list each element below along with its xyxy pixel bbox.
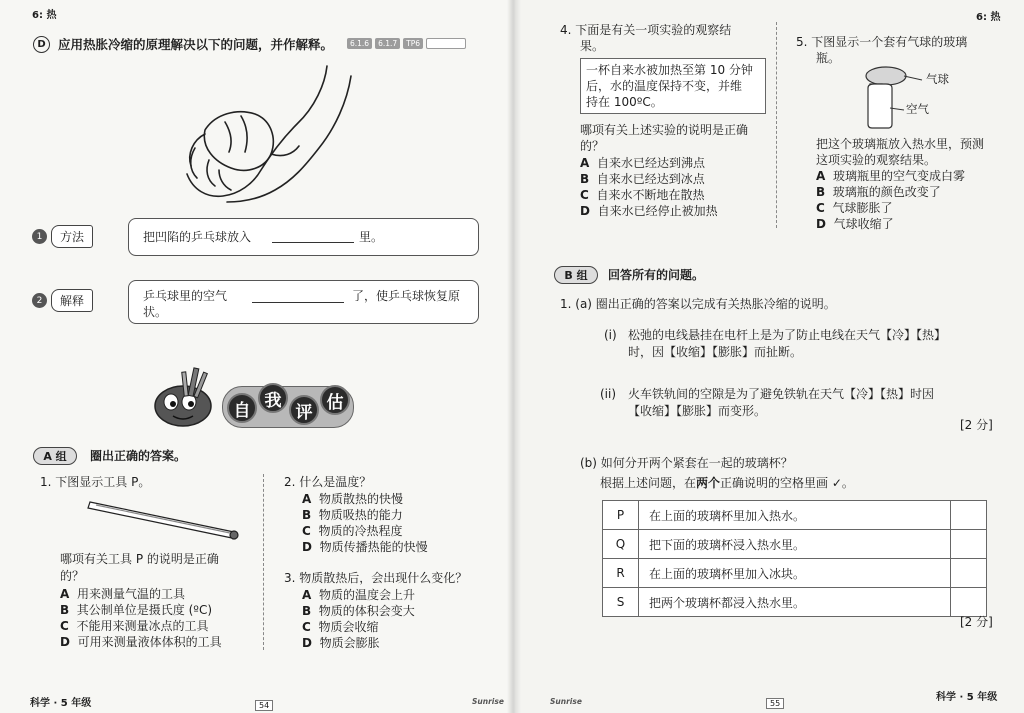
a3-option-c-text: 物质会收缩 [318,620,379,634]
q5-stem-line2: 瓶。 [816,51,841,65]
publisher-logo-right: Sunrise [550,697,582,706]
b1a-ii-line1[interactable]: 火车铁轨间的空隙是为了避免铁轨在天气【冷】【热】时因 [628,387,935,401]
b1b-instruction [600,475,854,491]
q5-label-air: 空气 [906,102,929,116]
a1-option-c-key: C [60,619,69,633]
row-p-text: 在上面的玻璃杯里加入热水。 [639,501,951,530]
a2-option-c-key: C [302,524,311,538]
q4-option-b-text: 自来水已经达到冰点 [596,172,705,186]
q5-option-c[interactable] [816,200,892,216]
group-a-label: A 组 [33,447,77,465]
question-2-answer-blank[interactable] [252,302,344,303]
b1a-i-number: (i) [604,328,617,342]
a3-option-c-key: C [302,620,311,634]
a2-option-b-key: B [302,508,312,522]
b1a-ii-line2[interactable]: 【收缩】【膨胀】而变形。 [628,404,767,418]
q5-option-b[interactable] [816,184,941,200]
row-q-check-cell[interactable] [951,530,987,559]
question-2-text-line2: 状。 [143,305,168,319]
a2-option-d[interactable] [302,539,428,555]
q4-option-c-key: C [580,188,589,202]
tag-tp6: TP6 [403,38,423,49]
q5-option-d-text: 气球收缩了 [833,217,894,231]
group-b-label: B 组 [554,266,598,284]
row-s-check-cell[interactable] [951,588,987,617]
a2-option-a-key: A [302,492,312,506]
a3-option-a-text: 物质的温度会上升 [318,588,415,602]
q4-option-b-key: B [580,172,590,186]
group-b-title: 回答所有的问题。 [608,268,705,282]
question-2-number: 2 [32,293,47,308]
q4-box-line2: 后，水的温度保持不变，并维 [586,79,743,93]
q5-option-b-text: 玻璃瓶的颜色改变了 [832,185,941,199]
table-row [603,559,987,588]
q4-option-c[interactable] [580,187,704,203]
publisher-logo-left: Sunrise [472,697,504,706]
a3-option-d-text: 物质会膨胀 [319,636,380,650]
a1-option-d[interactable] [60,634,222,650]
q4-option-a-key: A [580,156,590,170]
q4-stem-line2: 果。 [580,39,605,53]
mascot-illustration [145,362,225,434]
a1-option-b-key: B [60,603,70,617]
row-r-text: 在上面的玻璃杯里加入冰块。 [639,559,951,588]
a1-stem: 1. 下图显示工具 P。 [40,475,151,489]
b1a-ii-number: (ii) [600,387,617,401]
a1-option-b-text: 其公制单位是摄氏度 (ºC) [76,603,213,617]
tag-6-1-7: 6.1.7 [375,38,400,49]
q4-option-b[interactable] [580,171,705,187]
row-q-key: Q [603,530,639,559]
row-q-text: 把下面的玻璃杯浸入热水里。 [639,530,951,559]
footer-right: 科学 · 5 年级 [936,692,998,703]
q4-option-a[interactable] [580,155,705,171]
tag-blank-box [426,38,466,49]
q5-stem-line1: 5. 下图显示一个套有气球的玻璃 [796,35,968,49]
a2-option-a-text: 物质散热的快慢 [318,492,403,506]
table-row [603,588,987,617]
question-1-number: 1 [32,229,47,244]
book-gutter [507,0,521,713]
q5-option-a[interactable] [816,168,965,184]
a3-option-b-text: 物质的体积会变大 [318,604,415,618]
row-p-check-cell[interactable] [951,501,987,530]
self-eval-char-1: 自 [227,393,257,423]
a3-option-d[interactable] [302,635,380,651]
q5-option-b-key: B [816,185,826,199]
q5-option-c-text: 气球膨胀了 [832,201,893,215]
q5-question-line2: 这项实验的观察结果。 [816,153,937,167]
a1-option-a-key: A [60,587,70,601]
row-r-key: R [603,559,639,588]
table-row [603,530,987,559]
q4-option-a-text: 自来水已经达到沸点 [596,156,705,170]
b1b-instr-bold: 两个 [696,476,721,490]
right-page [514,0,1024,713]
q5-option-d-key: D [816,217,826,231]
question-1-text-before: 把凹陷的乒乓球放入 [143,230,252,244]
tag-6-1-6: 6.1.6 [347,38,372,49]
column-divider-right [776,22,777,228]
question-1-method-label: 方法 [51,225,93,248]
b1b-instr-before: 根据上述问题，在 [600,476,697,490]
page-number-54: 54 [255,700,273,711]
q5-option-d[interactable] [816,216,894,232]
a1-option-a[interactable] [60,586,185,602]
a2-option-c-text: 物质的冷热程度 [318,524,403,538]
row-p-key: P [603,501,639,530]
a1-question-line2: 的？ [60,569,85,583]
self-eval-char-3: 评 [289,395,319,425]
q5-label-balloon: 气球 [926,72,949,86]
question-1-answer-blank[interactable] [272,242,354,243]
question-2-explain-label: 解释 [51,289,93,312]
hand-holding-ball-illustration [175,62,355,207]
page-header-right: 6: 热 [976,12,1001,23]
a3-stem: 3. 物质散热后，会出现什么变化？ [284,571,468,585]
a1-option-d-text: 可用来测量液体体积的工具 [77,635,222,649]
thermometer-p-illustration [84,494,244,544]
section-d-tags [347,38,466,49]
b1b-marks: [2 分] [960,615,993,629]
a1-option-a-text: 用来测量气温的工具 [76,587,185,601]
row-s-key: S [603,588,639,617]
a3-option-d-key: D [302,636,312,650]
question-2-text-after: 了，使乒乓球恢复原 [352,289,461,303]
q4-option-d[interactable] [580,203,718,219]
q5-option-a-key: A [816,169,826,183]
question-2-text-before: 乒乓球里的空气 [143,289,228,303]
b1b-options-table [602,500,987,617]
b1a-marks: [2 分] [960,418,993,432]
a3-option-c[interactable] [302,619,378,635]
q4-option-c-text: 自来水不断地在散热 [596,188,705,202]
q5-option-a-text: 玻璃瓶里的空气变成白雾 [832,169,965,183]
a2-option-d-text: 物质传播热能的快慢 [319,540,428,554]
a1-option-d-key: D [60,635,70,649]
q4-box-line3: 持在 100ºC。 [586,95,663,109]
a2-option-b[interactable] [302,507,403,523]
q4-question-line2: 的？ [580,139,605,153]
b1a-i-line2[interactable]: 时，因【收缩】【膨胀】而扯断。 [628,345,803,359]
a2-option-a[interactable] [302,491,403,507]
q5-question-line1: 把这个玻璃瓶放入热水里，预测 [816,137,985,151]
group-a-title: 圈出正确的答案。 [90,449,187,463]
row-r-check-cell[interactable] [951,559,987,588]
a1-option-b[interactable] [60,602,212,618]
a2-option-c[interactable] [302,523,402,539]
b1a-i-line1[interactable]: 松弛的电线悬挂在电杆上是为了防止电线在天气【冷】【热】 [628,328,947,342]
a2-option-d-key: D [302,540,312,554]
q5-option-c-key: C [816,201,825,215]
self-eval-char-4: 估 [320,385,350,415]
a1-option-c[interactable] [60,618,208,634]
a3-option-a[interactable] [302,587,415,603]
b1b-stem: (b) 如何分开两个紧套在一起的玻璃杯？ [580,456,793,470]
q4-option-d-key: D [580,204,590,218]
page-header-left: 6: 热 [32,10,57,21]
footer-left: 科学 · 5 年级 [30,698,92,709]
section-d-title: 应用热胀冷缩的原理解决以下的问题，并作解释。 [58,37,334,52]
section-d-badge: D [33,36,50,53]
bottle-with-balloon-illustration [858,64,928,130]
a3-option-b-key: B [302,604,312,618]
a1-question-line1: 哪项有关工具 P 的说明是正确 [60,552,219,566]
a3-option-a-key: A [302,588,312,602]
q4-box-line1: 一杯自来水被加热至第 10 分钟 [586,63,753,77]
q4-stem-line1: 4. 下面是有关一项实验的观察结 [560,23,732,37]
column-divider-left [263,474,264,650]
b1b-instr-after: 正确说明的空格里画 ✓。 [720,476,854,490]
a1-option-c-text: 不能用来测量冰点的工具 [76,619,209,633]
q4-option-d-text: 自来水已经停止被加热 [597,204,718,218]
table-row [603,501,987,530]
a2-stem: 2. 什么是温度？ [284,475,372,489]
self-eval-char-2: 我 [258,383,288,413]
question-1-text-after: 里。 [359,230,384,244]
q4-question-line1: 哪项有关上述实验的说明是正确 [580,123,749,137]
a3-option-b[interactable] [302,603,415,619]
row-s-text: 把两个玻璃杯都浸入热水里。 [639,588,951,617]
page-number-55: 55 [766,698,784,709]
b1a-stem: 1. (a) 圈出正确的答案以完成有关热胀冷缩的说明。 [560,297,836,311]
a2-option-b-text: 物质吸热的能力 [318,508,403,522]
